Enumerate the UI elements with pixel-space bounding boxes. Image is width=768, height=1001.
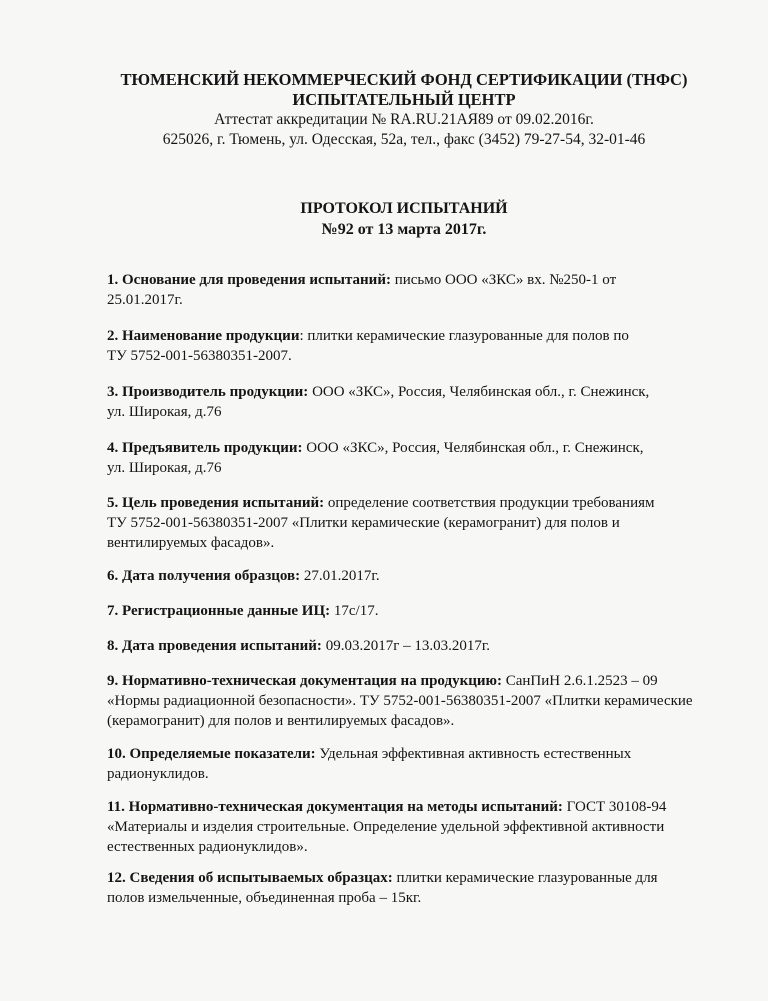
item-text: ТУ 5752-001-56380351-2007 «Плитки керамические (керамогранит) для полов и xyxy=(107,515,620,531)
item-text: (керамогранит) для полов и вентилируемых фасадов». xyxy=(107,713,455,729)
item-label: 8. Дата проведения испытаний: xyxy=(107,638,322,654)
item-text: «Нормы радиационной безопасности». ТУ 5752-001-56380351-2007 «Плитки керамические xyxy=(107,693,693,709)
item-product-standards xyxy=(107,671,697,731)
item-indicators xyxy=(107,744,697,784)
item-text: Удельная эффективная активность естественных xyxy=(315,746,632,762)
item-method-standards xyxy=(107,797,697,857)
item-text: 27.01.2017г. xyxy=(300,568,380,584)
testing-center-name: ИСПЫТАТЕЛЬНЫЙ ЦЕНТР xyxy=(292,90,516,109)
item-test-dates xyxy=(107,636,697,656)
item-registration xyxy=(107,601,697,621)
item-basis xyxy=(107,270,697,310)
item-text: вентилируемых фасадов». xyxy=(107,535,275,551)
document-header xyxy=(0,70,768,150)
item-product-name xyxy=(107,326,697,366)
item-label: 10. Определяемые показатели: xyxy=(107,746,316,762)
address-line: 625026, г. Тюмень, ул. Одесская, 52а, тел., факс (3452) 79-27-54, 32-01-46 xyxy=(162,131,646,148)
organization-name: ТЮМЕНСКИЙ НЕКОММЕРЧЕСКИЙ ФОНД СЕРТИФИКАЦИИ (ТНФС) xyxy=(120,70,688,89)
item-label: 6. Дата получения образцов: xyxy=(107,568,301,584)
item-text: «Материалы и изделия строительные. Определение удельной эффективной активности xyxy=(107,819,665,835)
item-text: 09.03.2017г – 13.03.2017г. xyxy=(321,638,491,654)
item-text: полов измельченные, объединенная проба – 15кг. xyxy=(107,890,422,906)
item-label: 2. Наименование продукции xyxy=(107,328,300,344)
item-text: ООО «ЗКС», Россия, Челябинская обл., г. Снежинск, xyxy=(308,384,650,400)
item-text: ул. Широкая, д.76 xyxy=(107,460,222,476)
item-label: 12. Сведения об испытываемых образцах: xyxy=(107,870,393,886)
item-text: письмо ООО «ЗКС» вх. №250-1 от xyxy=(390,272,617,288)
item-label: 3. Производитель продукции: xyxy=(107,384,309,400)
item-text: ГОСТ 30108-94 xyxy=(562,799,667,815)
item-applicant xyxy=(107,438,697,478)
item-label: 7. Регистрационные данные ИЦ: xyxy=(107,603,331,619)
item-text: : плитки керамические глазурованные для полов по xyxy=(299,328,629,344)
item-label: 9. Нормативно-техническая документация на продукцию: xyxy=(107,673,502,689)
accreditation-line: Аттестат аккредитации № RA.RU.21АЯ89 от 09.02.2016г. xyxy=(214,111,594,128)
protocol-number-date: №92 от 13 марта 2017г. xyxy=(321,221,487,238)
item-text: плитки керамические глазурованные для xyxy=(392,870,658,886)
item-text: ул. Широкая, д.76 xyxy=(107,404,222,420)
item-text: радионуклидов. xyxy=(107,766,209,782)
item-text: 17с/17. xyxy=(330,603,379,619)
item-purpose xyxy=(107,493,697,553)
item-label: 5. Цель проведения испытаний: xyxy=(107,495,325,511)
item-label: 4. Предъявитель продукции: xyxy=(107,440,303,456)
protocol-title xyxy=(0,198,768,240)
item-text: ТУ 5752-001-56380351-2007. xyxy=(107,348,292,364)
item-label: 11. Нормативно-техническая документация на методы испытаний: xyxy=(107,799,563,815)
item-label: 1. Основание для проведения испытаний: xyxy=(107,272,391,288)
item-text: СанПиН 2.6.1.2523 – 09 xyxy=(501,673,658,689)
item-manufacturer xyxy=(107,382,697,422)
item-receipt-date xyxy=(107,566,697,586)
item-text: естественных радионуклидов». xyxy=(107,839,308,855)
item-text: определение соответствия продукции требованиям xyxy=(324,495,655,511)
item-samples-info xyxy=(107,868,697,908)
item-text: 25.01.2017г. xyxy=(107,292,183,308)
item-text: ООО «ЗКС», Россия, Челябинская обл., г. Снежинск, xyxy=(302,440,644,456)
protocol-title-line: ПРОТОКОЛ ИСПЫТАНИЙ xyxy=(300,200,508,217)
